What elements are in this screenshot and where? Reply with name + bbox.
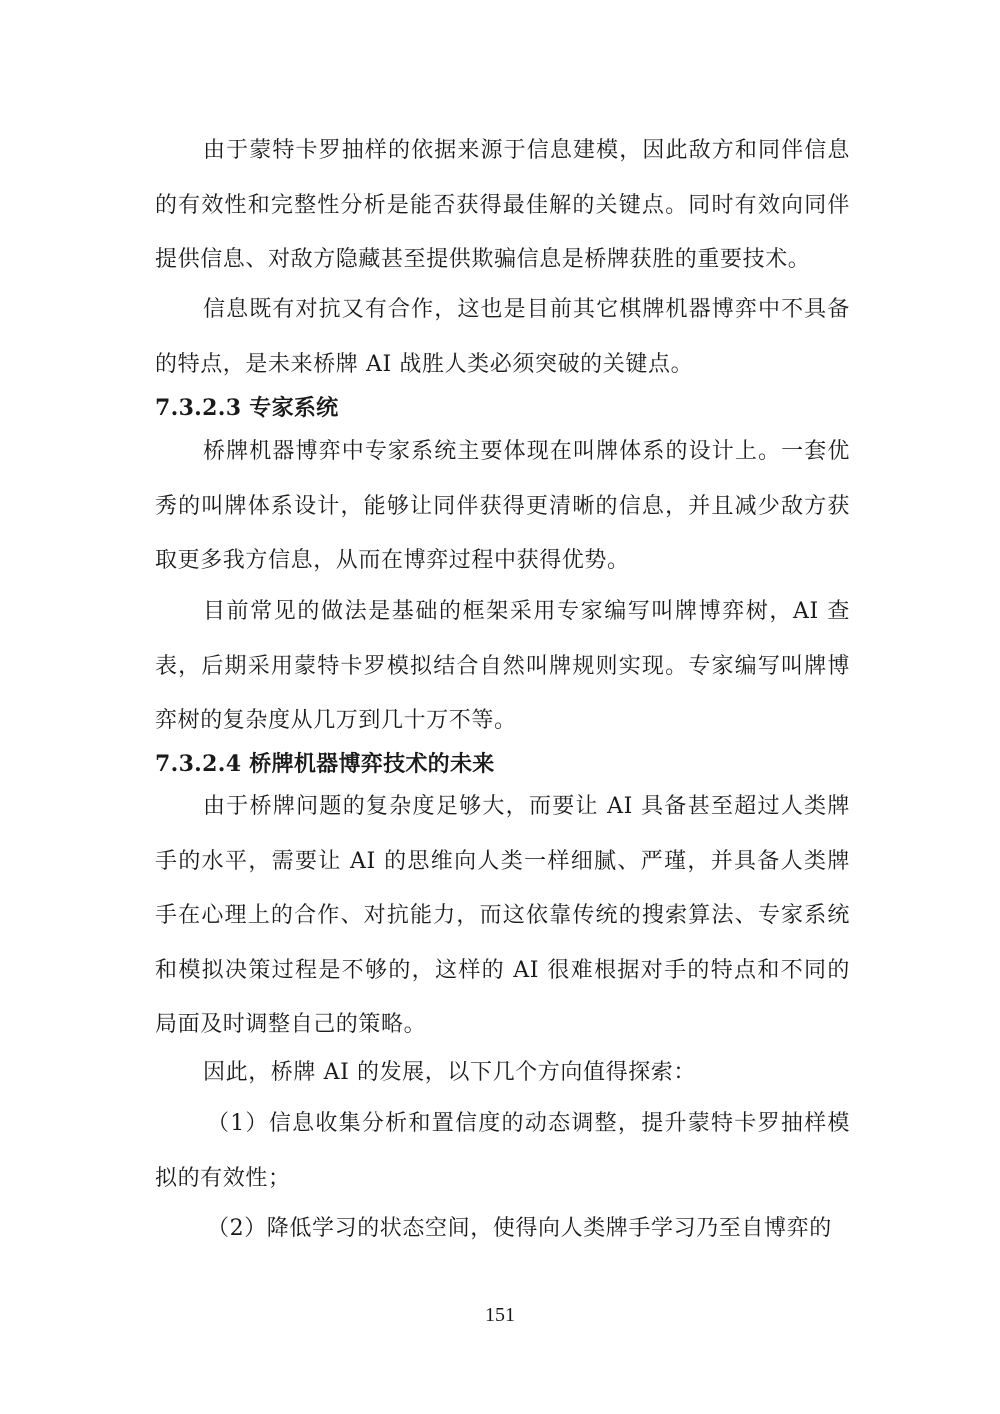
paragraph-bridge-complexity: 由于桥牌问题的复杂度足够大，而要让 AI 具备甚至超过人类牌手的水平，需要让 AI 的思维向人类一样细腻、严瑾，并具备人类牌手在心理上的合作、对抗能力，而这依靠传统的搜索算法、专家系统和模拟决策过程是不够的，这样的 AI 很难根据对手的特点和不同的局面及时调整自己的策略。 [155,794,850,1037]
page-number: 151 [485,1304,515,1326]
page-body [155,0,850,1414]
list-item-2: （2）降低学习的状态空间，使得向人类牌手学习乃至自博弈的 [207,1216,832,1241]
paragraph-common-practice: 目前常见的做法是基础的框架采用专家编写叫牌博弈树，AI 查表，后期采用蒙特卡罗模拟结合自然叫牌规则实现。专家编写叫牌博弈树的复杂度从几万到几十万不等。 [155,599,850,733]
section-heading-future: 7.3.2.4 桥牌机器博弈技术的未来 [155,751,495,777]
paragraph-information-confrontation: 信息既有对抗又有合作，这也是目前其它棋牌机器博弈中不具备的特点，是未来桥牌 AI 战胜人类必须突破的关键点。 [155,297,850,377]
paragraph-directions-intro: 因此，桥牌 AI 的发展，以下几个方向值得探索： [203,1060,696,1085]
list-item-1: （1）信息收集分析和置信度的动态调整，提升蒙特卡罗抽样模拟的有效性； [155,1111,850,1191]
paragraph-expert-system-bidding: 桥牌机器博弈中专家系统主要体现在叫牌体系的设计上。一套优秀的叫牌体系设计，能够让同伴获得更清晰的信息，并且减少敌方获取更多我方信息，从而在博弈过程中获得优势。 [155,439,850,573]
paragraph-monte-carlo-information: 由于蒙特卡罗抽样的依据来源于信息建模，因此敌方和同伴信息的有效性和完整性分析是能否获得最佳解的关键点。同时有效向同伴提供信息、对敌方隐藏甚至提供欺骗信息是桥牌获胜的重要技术。 [155,138,850,272]
section-heading-expert-system: 7.3.2.3 专家系统 [155,395,339,421]
